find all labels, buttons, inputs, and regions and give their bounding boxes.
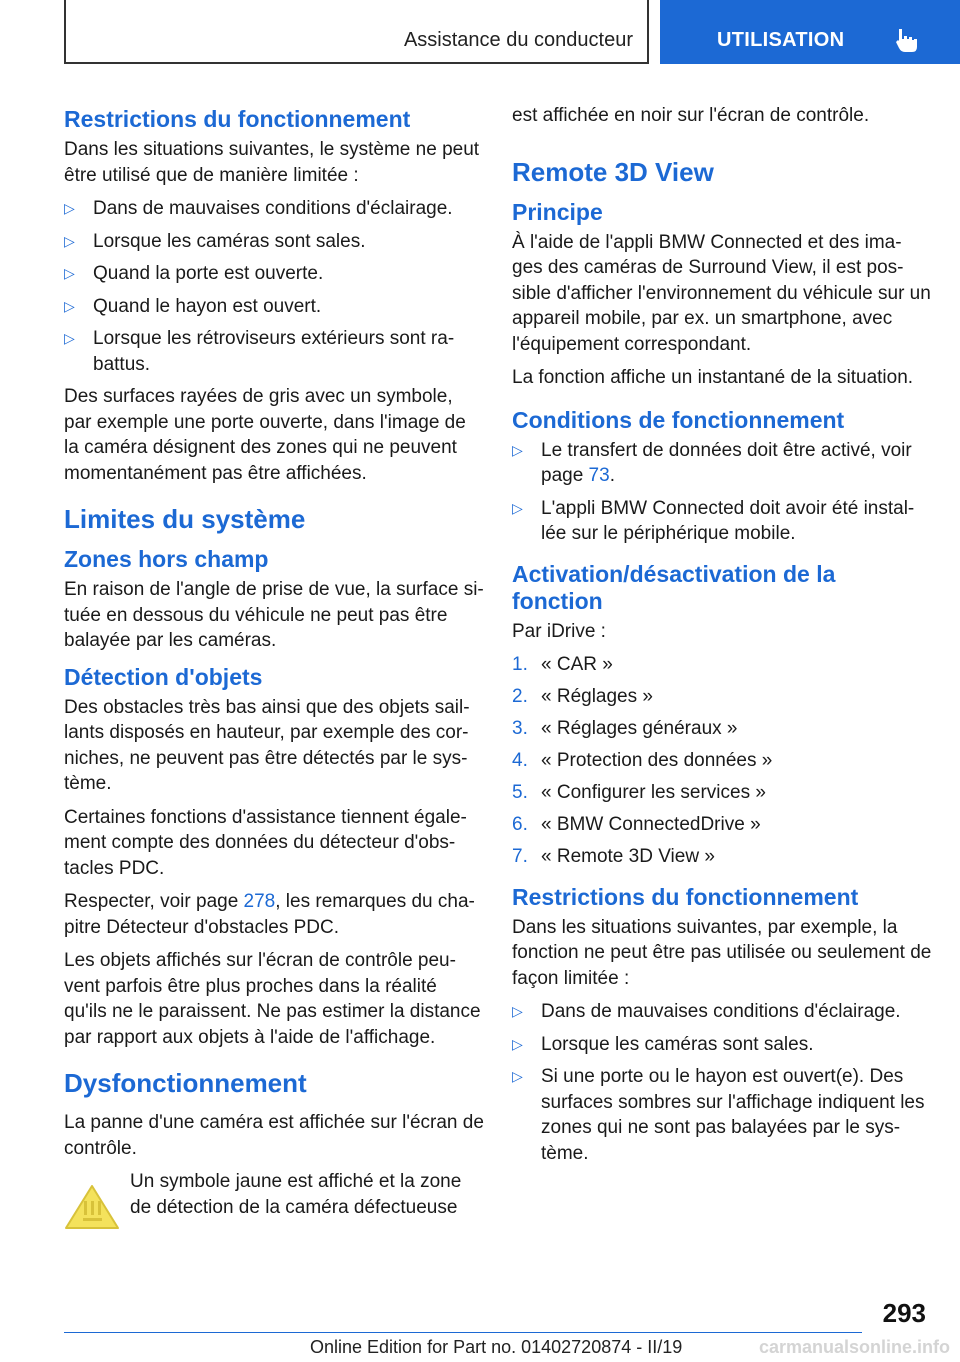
hatched-areas-text: Des surfaces rayées de gris avec un symbole, par exemple une porte ouverte, dans l'image de la caméra désignent des zones qui ne peuvent momentanément pas être affichées.	[64, 386, 466, 484]
heading-conditions: Conditions de fonctionnement	[512, 406, 845, 433]
page-link-73[interactable]: 73	[588, 465, 610, 486]
list-item: 2. « Réglages »	[512, 686, 653, 707]
triangle-bullet-icon: ▷	[64, 297, 75, 314]
list-item: ▷ Lorsque les rétroviseurs extérieurs sont ra‐battus.	[64, 328, 455, 375]
heading-malfunction: Dysfonctionnement	[64, 1068, 307, 1098]
heading-zones: Zones hors champ	[64, 546, 269, 572]
snapshot-text: La fonction affiche un instantané de la situation.	[512, 367, 914, 388]
triangle-bullet-icon: ▷	[64, 232, 75, 249]
malfunction-text: La panne d'une caméra est affichée sur l'écran de contrôle.	[64, 1112, 484, 1159]
triangle-bullet-icon: ▷	[64, 265, 75, 281]
objects-text: Les objets affichés sur l'écran de contrôle peu‐vent parfois être plus proches dans la réalité qu'ils ne le paraissent. Ne pas estimer la distance par rapport aux objets à l'aide de l'affichage.	[64, 950, 481, 1048]
triangle-bullet-icon: ▷	[512, 1035, 523, 1052]
chapter-tab[interactable]	[660, 0, 960, 64]
section-title: Assistance du conducteur	[403, 29, 633, 51]
restrictions-2-intro: Dans les situations suivantes, par exemple, la fonction ne peut être pas utilisée ou seulement de façon limitée :	[512, 916, 932, 989]
list-item: ▷ Si une porte ou le hayon est ouvert(e). Des surfaces sombres sur l'affichage indiquent les zones qui ne sont pas balayées par le sys‐tème.	[512, 1066, 925, 1164]
heading-principle: Principe	[512, 198, 603, 225]
detection-text-2: Certaines fonctions d'assistance tiennent égale‐ment compte des données du détecteur d'obs‐tacles PDC.	[64, 806, 467, 879]
list-item: 6. « BMW ConnectedDrive »	[512, 814, 761, 835]
list-item: ▷ Quand la porte est ouverte.	[64, 261, 484, 287]
list-item: ▷ Lorsque les caméras sont sales.	[64, 229, 484, 255]
heading-restrictions-2: Restrictions du fonctionnement	[512, 883, 859, 910]
triangle-bullet-icon: ▷	[64, 200, 75, 216]
triangle-bullet-icon: ▷	[64, 330, 75, 346]
header-section-box	[64, 0, 649, 64]
restrictions-list	[64, 196, 484, 377]
list-item: 3. « Réglages généraux »	[512, 718, 738, 739]
yellow-warning-triangle-icon	[64, 1183, 120, 1231]
watermark-text: carmanualsonline.info	[758, 1337, 950, 1357]
respect-text: Respecter, voir page 278, les remarques du cha‐pitre Détecteur d'obstacles PDC.	[64, 891, 475, 938]
list-item: ▷ Le transfert de données doit être activé, voir page 73.	[512, 439, 912, 486]
heading-restrictions: Restrictions du fonctionnement	[64, 106, 411, 132]
idrive-text: Par iDrive :	[512, 620, 606, 642]
footer-divider	[64, 1332, 862, 1333]
list-item: 4. « Protection des données »	[512, 750, 773, 771]
page-link-278[interactable]: 278	[243, 891, 276, 912]
right-column	[512, 100, 932, 1173]
principle-text: À l'aide de l'appli BMW Connected et des ima‐ges des caméras de Surround View, il est pos‐sible d'afficher l'environnement du véhicule sur un appareil mobile, par ex. un smartphone, avec l'équipement correspondant.	[512, 231, 931, 355]
list-item: ▷ Dans de mauvaises conditions d'éclairage.	[512, 999, 932, 1025]
list-item: ▷ L'appli BMW Connected doit avoir été instal‐lée sur le périphérique mobile.	[512, 497, 915, 544]
list-item: 5. « Configurer les services »	[512, 782, 766, 803]
list-item: ▷ Quand le hayon est ouvert.	[64, 294, 484, 320]
restrictions-intro: Dans les situations suivantes, le système ne peut être utilisé que de manière limitée :	[64, 139, 480, 186]
chapter-tab-label: UTILISATION	[717, 29, 845, 51]
conditions-list	[512, 438, 932, 547]
warning-note	[64, 1169, 484, 1239]
page-number: 293	[882, 1298, 926, 1328]
triangle-bullet-icon: ▷	[512, 1068, 523, 1084]
edition-text: Online Edition for Part no. 01402720874 - II/19	[310, 1337, 683, 1357]
heading-activation: Activation/désactivation de la fonction	[512, 560, 836, 614]
idrive-steps	[512, 652, 932, 870]
list-item: ▷ Lorsque les caméras sont sales.	[512, 1032, 932, 1058]
list-item: ▷ Dans de mauvaises conditions d'éclairage.	[64, 196, 484, 222]
warning-text: Un symbole jaune est affiché et la zone de détection de la caméra défectueuse	[130, 1171, 462, 1218]
zones-text: En raison de l'angle de prise de vue, la surface si‐tuée en dessous du véhicule ne peut pas être balayée par les caméras.	[64, 579, 484, 651]
list-item: 1. « CAR »	[512, 654, 613, 675]
detection-text-1: Des obstacles très bas ainsi que des objets sail‐lants disposés en hauteur, par exemple des cor‐niches, ne peuvent pas être détectés par le sys‐tème.	[64, 696, 470, 794]
restrictions-2-list	[512, 999, 932, 1166]
heading-remote-3d-view: Remote 3D View	[512, 156, 714, 187]
triangle-bullet-icon: ▷	[512, 441, 523, 458]
left-column	[64, 100, 484, 1239]
heading-limits: Limites du système	[64, 504, 306, 534]
continuation-text: est affichée en noir sur l'écran de contrôle.	[512, 105, 870, 126]
triangle-bullet-icon: ▷	[512, 1003, 523, 1019]
triangle-bullet-icon: ▷	[512, 499, 523, 516]
list-item: 7. « Remote 3D View »	[512, 846, 715, 867]
hand-pointer-icon	[895, 27, 919, 53]
heading-detection: Détection d'objets	[64, 663, 263, 690]
